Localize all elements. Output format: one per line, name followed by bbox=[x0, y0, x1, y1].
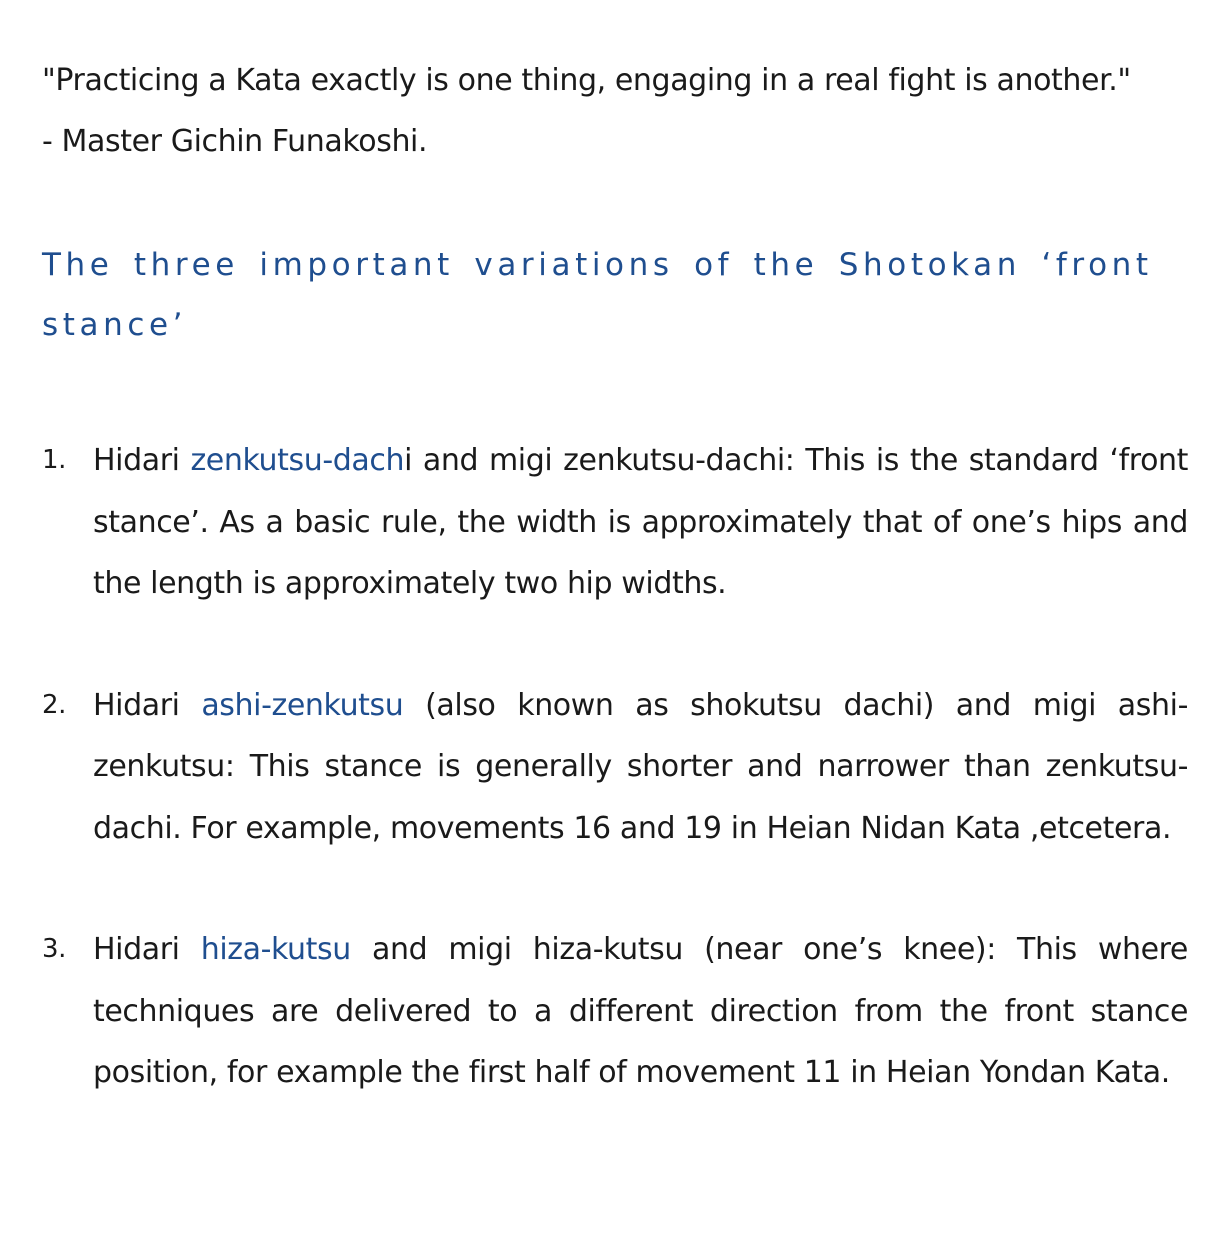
list-item-text-rest: i and migi zenkutsu-dachi: This is the standard ‘front stance’. As a basic rule, the width is approximately that of one’s hips and the length is approximately two hip widths. bbox=[93, 443, 1188, 601]
hiza-kutsu-link[interactable]: hiza-kutsu bbox=[200, 932, 351, 967]
ashi-zenkutsu-link[interactable]: ashi-zenkutsu bbox=[201, 687, 404, 723]
quote-attribution: - Master Gichin Funakoshi. bbox=[42, 124, 428, 159]
funakoshi-quote bbox=[42, 50, 1188, 172]
list-item-text-start: Hidari bbox=[93, 687, 202, 723]
list-item bbox=[42, 675, 1188, 860]
quote-text: "Practicing a Kata exactly is one thing, engaging in a real fight is another." bbox=[42, 63, 1131, 98]
section-heading: The three important variations of the Shotokan ‘front stance’ bbox=[42, 247, 1153, 343]
list-item bbox=[42, 430, 1188, 615]
stance-variations-list bbox=[42, 430, 1188, 1104]
list-number: 2. bbox=[42, 689, 67, 720]
list-item-text-rest: and migi hiza-kutsu (near one’s knee): This where techniques are delivered to a different direction from the front stance position, for example the first half of movement 11 in Heian Yondan Kata. bbox=[93, 932, 1188, 1090]
zenkutsu-dachi-link[interactable]: zenkutsu-dach bbox=[190, 443, 405, 478]
list-item-text-start: Hidari bbox=[93, 932, 201, 967]
list-item-text-start: Hidari bbox=[93, 443, 191, 478]
list-item-text-rest: (also known as shokutsu dachi) and migi ashi-zenkutsu: This stance is generally shorter and narrower than zenkutsu-dachi. For example, movements 16 and 19 in Heian Nidan Kata ,etcetera. bbox=[93, 687, 1188, 846]
list-item bbox=[42, 919, 1188, 1104]
list-number: 3. bbox=[42, 934, 67, 964]
list-number: 1. bbox=[42, 445, 67, 475]
